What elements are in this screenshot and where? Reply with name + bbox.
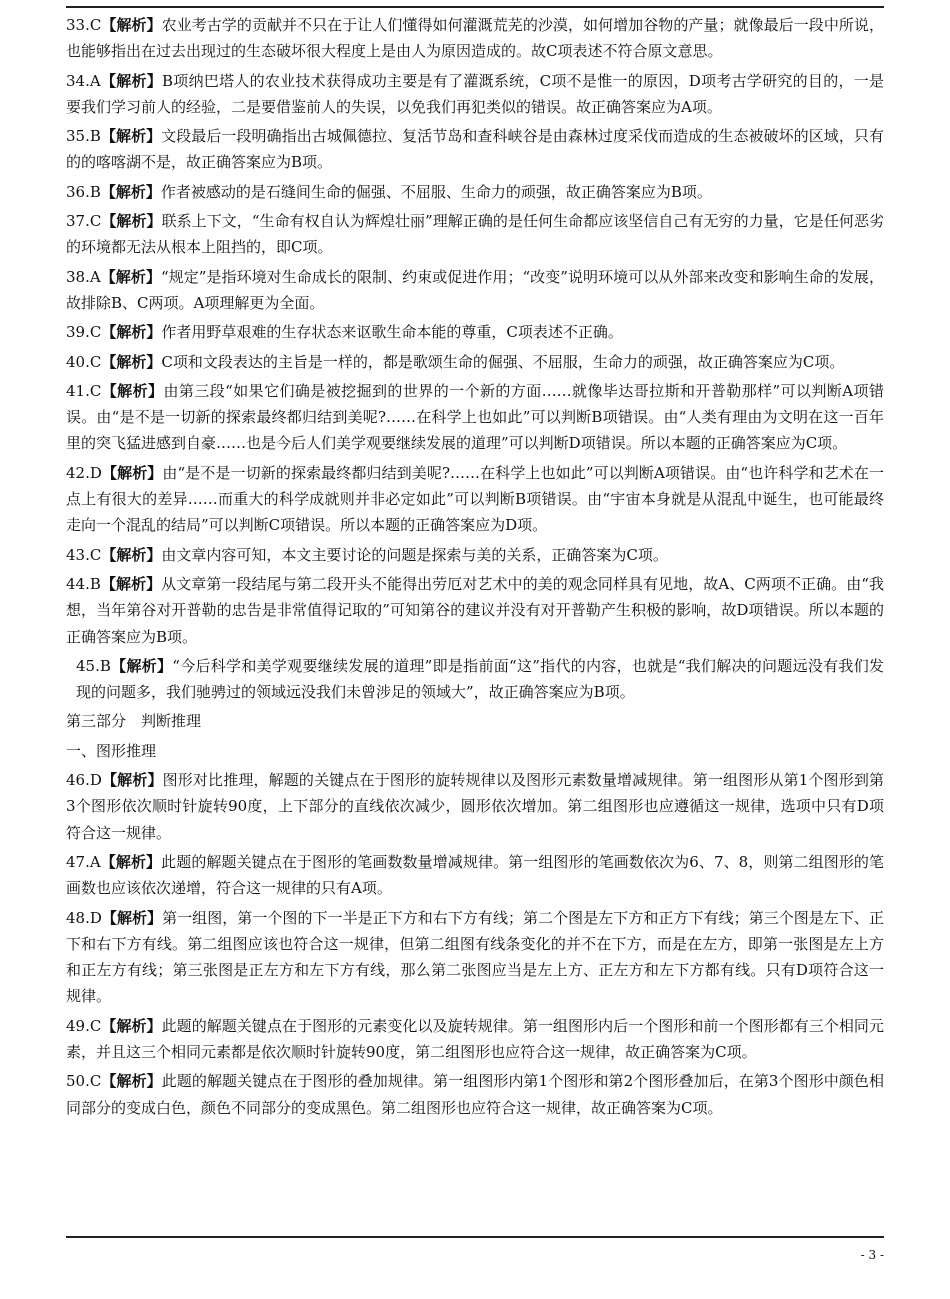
answer-number: 38.A	[66, 267, 101, 286]
answer-text: 第一组图，第一个图的下一半是正下方和右下方有线；第二个图是左下方和正方下有线；第三个图是左下、正下和右下方有线。第二组图应该也符合这一规律，但第二组图有线条变化的并不在下方，而是在左方，即第一张图是左上方和正左方有线；第三张图是正左方和左下方有线，那么第二张图应当是左上方、正左方和左下方都有线。只有D项符合这一规律。	[66, 908, 884, 1006]
answer-text: C项和文段表达的主旨是一样的，都是歌颂生命的倔强、不屈服，生命力的顽强，故正确答案应为C项。	[161, 352, 845, 371]
answer-item	[66, 123, 884, 176]
analysis-tag: 【解析】	[101, 212, 162, 231]
analysis-tag: 【解析】	[100, 182, 161, 201]
analysis-tag: 【解析】	[100, 267, 161, 286]
answer-number: 35.B	[66, 127, 101, 146]
answer-number: 36.B	[66, 182, 101, 201]
answer-number: 39.C	[66, 323, 102, 342]
answer-number: 47.A	[66, 852, 101, 871]
answer-number: 40.C	[66, 352, 102, 371]
answer-number: 50.C	[66, 1072, 102, 1091]
answer-number: 34.A	[66, 71, 101, 90]
answer-item	[66, 349, 884, 375]
answer-item	[66, 319, 884, 345]
answer-item	[66, 179, 884, 205]
answer-text: 此题的解题关键点在于图形的元素变化以及旋转规律。第一组图形内后一个图形和前一个图形都有三个相同元素，并且这三个相同元素都是依次顺时针旋转90度，第二组图形也应符合这一规律，故正确答案为C项。	[66, 1016, 884, 1061]
answer-number: 33.C	[66, 16, 102, 34]
answer-text: “规定”是指环境对生命成长的限制、约束或促进作用；“改变”说明环境可以从外部来改变和影响生命的发展，故排除B、C两项。A项理解更为全面。	[66, 267, 884, 312]
analysis-tag: 【解析】	[101, 1016, 162, 1035]
page-number: - 3 -	[860, 1248, 884, 1262]
answer-number: 37.C	[66, 212, 102, 231]
answer-text: 联系上下文，“生命有权自认为辉煌壮丽”理解正确的是任何生命都应该坚信自己有无穷的力量，它是任何恶劣的环境都无法从根本上阻挡的，即C项。	[66, 212, 884, 257]
answer-text: “今后科学和美学观要继续发展的道理”即是指前面“这”指代的内容，也就是“我们解决的问题远没有我们发现的问题多，我们驰骋过的领域远没我们未曾涉足的领域大”，故正确答案应为B项。	[76, 656, 884, 702]
analysis-tag: 【解析】	[100, 71, 163, 90]
answer-item	[66, 12, 884, 65]
analysis-tag: 【解析】	[101, 545, 162, 564]
answer-number: 44.B	[66, 574, 101, 593]
answer-item	[66, 849, 884, 902]
answer-text: 农业考古学的贡献并不只在于让人们懂得如何灌溉荒芜的沙漠，如何增加谷物的产量；就像最后一段中所说，也能够指出在过去出现过的生态破坏很大程度上是由人为原因造成的。故C项表述不符合原文意思。	[66, 16, 884, 61]
analysis-tag: 【解析】	[101, 908, 163, 927]
bottom-rule	[66, 1236, 884, 1238]
analysis-tag: 【解析】	[101, 352, 162, 371]
analysis-tag: 【解析】	[101, 323, 162, 342]
analysis-tag: 【解析】	[100, 574, 162, 593]
answer-number: 45.B	[76, 656, 111, 675]
analysis-tag: 【解析】	[100, 127, 162, 146]
answer-text: 由文章内容可知，本文主要讨论的问题是探索与美的关系，正确答案为C项。	[161, 545, 668, 564]
analysis-tag: 【解析】	[110, 656, 173, 675]
answer-text: B项纳巴塔人的农业技术获得成功主要是有了灌溉系统，C项不是惟一的原因，D项考古学研究的目的，一是要我们学习前人的经验，二是要借鉴前人的失误，以免我们再犯类似的错误。故正确答案应为A项。	[66, 71, 884, 116]
answer-text: 作者用野草艰难的生存状态来讴歌生命本能的尊重，C项表述不正确。	[161, 323, 623, 342]
answer-text: 从文章第一段结尾与第二段开头不能得出劳厄对艺术中的美的观念同样具有见地，故A、C两项不正确。由“我想，当年第谷对开普勒的忠告是非常值得记取的”可知第谷的建议并没有对开普勒产生积极的影响，故D项错误。所以本题的正确答案应为B项。	[66, 574, 884, 646]
top-rule	[66, 6, 884, 8]
answer-item	[66, 208, 884, 261]
answer-item	[66, 905, 884, 1010]
answers-46-50	[66, 767, 884, 1121]
answers-33-44	[66, 12, 884, 650]
answer-item	[66, 542, 884, 568]
answer-number: 49.C	[66, 1016, 102, 1035]
answer-text: 由“是不是一切新的探索最终都归结到美呢?……在科学上也如此”可以判断A项错误。由“也许科学和艺术在一点上有很大的差异……而重大的科学成就则并非必定如此”可以判断B项错误。由“宇宙本身就是从混乱中诞生，也可能最终走向一个混乱的结局”可以判断C项错误。所以本题的正确答案应为D项。	[66, 463, 884, 535]
answer-text: 作者被感动的是石缝间生命的倔强、不屈服、生命力的顽强，故正确答案应为B项。	[160, 182, 712, 201]
answer-text: 由第三段“如果它们确是被挖掘到的世界的一个新的方面……就像毕达哥拉斯和开普勒那样”可以判断A项错误。由“是不是一切新的探索最终都归结到美呢?……在科学上也如此”可以判断B项错误。由“人类有理由为文明在这一百年里的突飞猛进感到自豪……也是今后人们美学观要继续发展的道理”可以判断D项错误。所以本题的正确答案应为C项。	[66, 381, 884, 453]
answer-item	[66, 68, 884, 121]
answer-item	[66, 767, 884, 846]
answer-text: 此题的解题关键点在于图形的笔画数数量增减规律。第一组图形的笔画数依次为6、7、8，则第二组图形的笔画数也应该依次递增，符合这一规律的只有A项。	[66, 852, 884, 898]
answer-item	[66, 571, 884, 650]
analysis-tag: 【解析】	[100, 852, 162, 871]
section-title: 第三部分 判断推理	[66, 712, 202, 731]
answer-item-45	[76, 653, 884, 706]
answer-text: 此题的解题关键点在于图形的叠加规律。第一组图形内第1个图形和第2个图形叠加后，在第3个图形中颜色相同部分的变成白色，颜色不同部分的变成黑色。第二组图形也应符合这一规律，故正确答案为C项。	[66, 1072, 884, 1117]
answer-text: 图形对比推理，解题的关键点在于图形的旋转规律以及图形元素数量增减规律。第一组图形从第1个图形到第3个图形依次顺时针旋转90度，上下部分的直线依次减少，圆形依次增加。第二组图形也应遵循这一规律，选项中只有D项符合这一规律。	[66, 771, 884, 842]
answer-item	[66, 378, 884, 457]
answer-item	[66, 264, 884, 317]
answer-number: 46.D	[66, 771, 102, 790]
answer-number: 41.C	[66, 381, 102, 400]
answer-item	[66, 1068, 884, 1121]
analysis-tag: 【解析】	[101, 1072, 162, 1091]
analysis-tag: 【解析】	[101, 771, 163, 790]
answer-item	[66, 1013, 884, 1066]
answer-item	[66, 460, 884, 539]
answer-text: 文段最后一段明确指出古城佩德拉、复活节岛和查科峡谷是由森林过度采伐而造成的生态被破坏的区域，只有的的喀喀湖不是，故正确答案应为B项。	[66, 127, 884, 172]
analysis-tag: 【解析】	[101, 16, 162, 34]
answer-number: 43.C	[66, 545, 102, 564]
analysis-tag: 【解析】	[101, 381, 164, 400]
answer-explanations	[66, 12, 884, 1124]
subsection-title: 一、图形推理	[66, 741, 157, 760]
answer-number: 42.D	[66, 463, 102, 482]
answer-number: 48.D	[66, 908, 102, 927]
analysis-tag: 【解析】	[101, 463, 163, 482]
